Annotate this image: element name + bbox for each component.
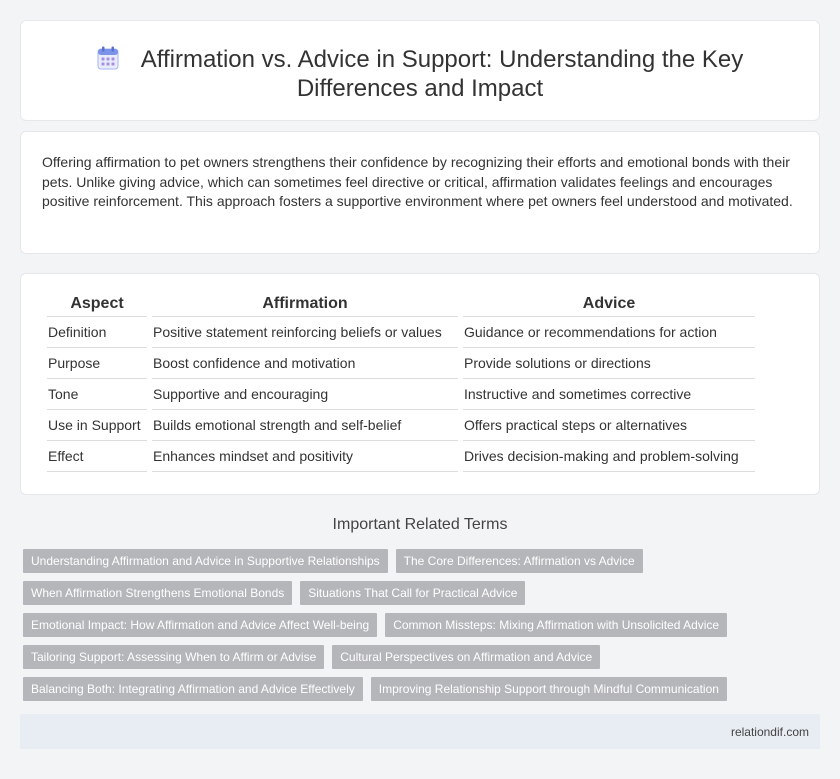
table-cell: Instructive and sometimes corrective [463,379,755,410]
tag-row [23,581,823,605]
related-term-link[interactable]: When Affirmation Strengthens Emotional Bonds [23,581,292,605]
tag-row [23,549,823,573]
related-term-link[interactable]: Tailoring Support: Assessing When to Affirm or Advise [23,645,324,669]
tag-row [23,645,823,669]
table-row [47,410,755,441]
table-cell: Use in Support [47,410,147,441]
intro-paragraph: Offering affirmation to pet owners strengthens their confidence by recognizing their efforts and emotional bonds with their pets. Unlike giving advice, which can sometimes feel directive or critical, affirmation validates feelings and encourages positive reinforcement. This approach fosters a supportive environment where pet owners feel understood and motivated. [42,154,793,209]
comparison-card [20,273,820,495]
related-term-link[interactable]: Situations That Call for Practical Advice [300,581,525,605]
table-cell: Supportive and encouraging [152,379,458,410]
footer-site-link[interactable]: relationdif.com [730,725,809,739]
related-term-link[interactable]: Emotional Impact: How Affirmation and Advice Affect Well-being [23,613,377,637]
intro-card [20,131,820,254]
tag-row [23,677,823,701]
header-aspect: Aspect [47,295,147,317]
table-cell: Definition [47,317,147,348]
table-cell: Guidance or recommendations for action [463,317,755,348]
table-cell: Offers practical steps or alternatives [463,410,755,441]
table-row [47,441,755,472]
table-cell: Purpose [47,348,147,379]
related-term-link[interactable]: Balancing Both: Integrating Affirmation and Advice Effectively [23,677,363,701]
title-card [20,20,820,121]
table-row [47,317,755,348]
table-cell: Builds emotional strength and self-belief [152,410,458,441]
header-advice: Advice [463,295,755,317]
table-cell: Enhances mindset and positivity [152,441,458,472]
page-title-wrap [21,45,819,103]
page-title: Affirmation vs. Advice in Support: Understanding the Key Differences and Impact [140,46,744,102]
table-cell: Tone [47,379,147,410]
table-cell: Drives decision-making and problem-solving [463,441,755,472]
table-cell: Boost confidence and motivation [152,348,458,379]
related-term-link[interactable]: Understanding Affirmation and Advice in Supportive Relationships [23,549,388,573]
tag-row [23,613,823,637]
related-terms-title: Important Related Terms [332,516,508,533]
related-terms-list [23,549,823,709]
footer [20,714,820,749]
related-term-link[interactable]: Cultural Perspectives on Affirmation and Advice [332,645,600,669]
calendar-icon [97,46,119,70]
related-term-link[interactable]: The Core Differences: Affirmation vs Advice [396,549,643,573]
table-row [47,348,755,379]
comparison-table [42,295,760,472]
header-affirmation: Affirmation [152,295,458,317]
table-header-row [47,295,755,317]
table-cell: Provide solutions or directions [463,348,755,379]
related-term-link[interactable]: Improving Relationship Support through Mindful Communication [371,677,727,701]
table-row [47,379,755,410]
table-cell: Positive statement reinforcing beliefs or values [152,317,458,348]
table-cell: Effect [47,441,147,472]
related-term-link[interactable]: Common Missteps: Mixing Affirmation with Unsolicited Advice [385,613,727,637]
